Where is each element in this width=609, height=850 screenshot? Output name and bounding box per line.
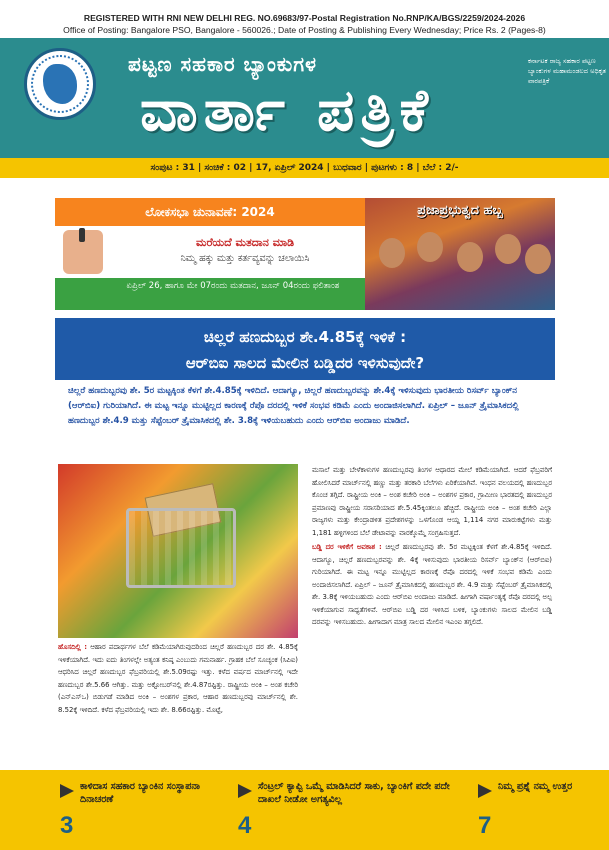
masthead-subtitle: ಪಟ್ಟಣ ಸಹಕಾರ ಬ್ಯಾಂಕುಗಳ — [128, 52, 317, 76]
registration-strip — [0, 0, 609, 38]
registration-line-2: Office of Posting: Bangalore PSO, Bangalore - 560026.; Date of Posting & Publishing Every Wednesday; Price Rs. 2 (Pages-8) — [63, 25, 546, 35]
article-paragraph: ಆಹಾರ ಪದಾರ್ಥಗಳ ಬೆಲೆ ಕಡಿಮೆಯಾಗಿರುವುದರಿಂದ ಚಿಲ್ಲರೆ ಹಣದುಬ್ಬರ ದರ ಶೇ. 4.85ಕ್ಕೆ ಇಳಿಕೆಯಾಗಿದೆ. ಇದು ಐದು ತಿಂಗಳಲ್ಲೇ ಅತ್ಯಂತ ಕನಿಷ್ಠ ಎಂಬುದು ಗಮನಾರ್ಹ. ಗ್ರಾಹಕ ಬೆಲೆ ಸೂಚ್ಯಂಕ (ಸಿಪಿಐ) ಆಧರಿಸಿದ ಚಿಲ್ಲರೆ ಹಣದುಬ್ಬರ ಫೆಬ್ರವರಿಯಲ್ಲಿ ಶೇ.5.09ರಷ್ಟು ಇತ್ತು. ಕಳೆದ ವರ್ಷದ ಮಾರ್ಚ್‌ನಲ್ಲಿ ಇದೇ ಹಣದುಬ್ಬರ ಶೇ.5.66 ಆಗಿತ್ತು. ಮತ್ತು ಅಕ್ಟೋಬರ್‌ನಲ್ಲಿ ಶೇ.4.87ರಷ್ಟಿತ್ತು. ರಾಷ್ಟ್ರೀಯ ಅಂಕಿ – ಅಂಶ ಕಚೇರಿ (ಎನ್‌ಎಸ್‌ಒ) ಬಿಡುಗಡೆ ಮಾಡಿದ ಅಂಕಿ – ಅಂಶಗಳ ಪ್ರಕಾರ, ಆಹಾರ ಹಣದುಬ್ಬರವು ಮಾರ್ಚ್‌ನಲ್ಲಿ ಶೇ. 8.52ಕ್ಕೆ ಇಳಿದಿದೆ. ಕಳೆದ ಫೆಬ್ರವರಿಯಲ್ಲಿ ಇದು ಶೇ. 8.66ರಷ್ಟಿತ್ತು. ಮೊಟ್ಟೆ, — [58, 643, 299, 714]
voters-photo-heading: ಪ್ರಜಾಪ್ರಭುತ್ವದ ಹಬ್ಬ — [417, 203, 503, 218]
article-paragraph: ಮಸಾಲೆ ಮತ್ತು ಬೇಳೆಕಾಳುಗಳ ಹಣದುಬ್ಬರವು ತಿಂಗಳ ಆಧಾರದ ಮೇಲೆ ಕಡಿಮೆಯಾಗಿದೆ. ಆದರೆ ಫೆಬ್ರವರಿಗೆ ಹೋಲಿಸಿದರೆ ಮಾರ್ಚ್‌ನಲ್ಲಿ ಹಣ್ಣು ಮತ್ತು ತರಕಾರಿ ಬೆಲೆಗಳು ಏರಿಕೆಯಾಗಿವೆ. ಇಂಧನ ವಲಯದಲ್ಲಿ ಹಣದುಬ್ಬರ ಕೊಂಚ ತಗ್ಗಿದೆ. ರಾಷ್ಟ್ರೀಯ ಅಂಕಿ – ಅಂಶ ಕಚೇರಿ ಅಂಕಿ – ಅಂಶಗಳ ಪ್ರಕಾರ, ಗ್ರಾಮೀಣ ಭಾರತದಲ್ಲಿ ಹಣದುಬ್ಬರ ಪ್ರಮಾಣವು ರಾಷ್ಟ್ರೀಯ ಸರಾಸರಿಯಾದ ಶೇ.5.45ಕ್ಕಿಂತಲೂ ಹೆಚ್ಚಿದೆ. ರಾಷ್ಟ್ರೀಯ ಅಂಕಿ – ಅಂಶ ಕಚೇರಿ ಎಲ್ಲಾ ರಾಜ್ಯಗಳು ಮತ್ತು ಕೇಂದ್ರಾಡಳಿತ ಪ್ರದೇಶಗಳನ್ನು ಒಳಗೊಂಡ ಆಯ್ದ 1,114 ನಗರ ಮಾರುಕಟ್ಟೆಗಳು ಮತ್ತು 1,181 ಹಳ್ಳಿಗಳಿಂದ ಬೆಲೆ ಡೇಟಾವನ್ನು ವಾರಕ್ಕೊಮ್ಮೆ ಸಂಗ್ರಹಿಸುತ್ತದೆ. — [312, 466, 552, 537]
voter-face-icon — [495, 234, 521, 264]
inside-pages-footer — [0, 770, 609, 850]
logo-ring-icon — [31, 55, 89, 113]
federation-logo — [24, 48, 96, 120]
masthead-title: ವಾರ್ತಾ ಪತ್ರಿಕೆ — [140, 76, 434, 144]
teaser-text: ಕಾಳಿದಾಸ ಸಹಕಾರ ಬ್ಯಾಂಕಿನ ಸಂಸ್ಥಾಪನಾ ದಿನಾಚರಣೆ — [80, 781, 200, 805]
election-heading: ಲೋಕಸಭಾ ಚುನಾವಣೆ: 2024 — [145, 205, 275, 219]
dateline: ಹೊಸದಿಲ್ಲಿ : — [58, 643, 87, 651]
voter-face-icon — [525, 244, 551, 274]
masthead — [0, 38, 609, 158]
rights-appeal: ನಿಮ್ಮ ಹಕ್ಕು ಮತ್ತು ಕರ್ತವ್ಯವನ್ನು ಚಲಾಯಿಸಿ — [180, 253, 310, 264]
headline-line-2: ಆರ್‌ಬಿಐ ಸಾಲದ ಮೇಲಿನ ಬಡ್ಡಿದರ ಇಳಿಸುವುದೇ? — [185, 354, 425, 372]
footer-teaser[interactable] — [478, 780, 598, 844]
masthead-side-text: ಕರ್ನಾಟಕ ರಾಜ್ಯ ಸಹಕಾರ ಪಟ್ಟಣ ಬ್ಯಾಂಕುಗಳ ಮಹಾಮಂಡಲದ ಅಧಿಕೃತ ವಾರಪತ್ರಿಕೆ — [528, 57, 606, 85]
footer-teaser[interactable] — [60, 780, 230, 844]
teaser-page-number: 7 — [478, 812, 492, 839]
ink-mark-icon — [79, 228, 85, 242]
subsection-heading: ಬಡ್ಡಿ ದರ ಇಳಿಕೆಗೆ ಅವಕಾಶ : — [312, 543, 382, 551]
teaser-text: ನಿಮ್ಮ ಪ್ರಶ್ನೆ ನಮ್ಮ ಉತ್ತರ — [498, 781, 573, 792]
voter-face-icon — [417, 232, 443, 262]
election-banner-flag — [55, 198, 365, 310]
shopping-cart-icon — [126, 508, 236, 588]
article-paragraph: ಚಿಲ್ಲರೆ ಹಣದುಬ್ಬರವು ಶೇ. 5ರ ಮಟ್ಟಕ್ಕಿಂತ ಕೆಳಗೆ ಶೇ.4.85ಕ್ಕೆ ಇಳಿದಿದೆ. ಆದಾಗ್ಯೂ, ಚಿಲ್ಲರೆ ಹಣದುಬ್ಬರವನ್ನು ಶೇ. 4ಕ್ಕೆ ಇಳಿಸುವುದು ಭಾರತೀಯ ರಿಸರ್ವ್ ಬ್ಯಾಂಕ್‌ನ (ಆರ್‌ಬಿಐ) ಗುರಿಯಾಗಿದೆ. ಈ ಮಟ್ಟ ಇನ್ನೂ ಮುಟ್ಟಿಲ್ಲದ ಕಾರಣಕ್ಕೆ ರೆಪೊ ದರದಲ್ಲಿ ಇಳಿಕೆ ಸಂಭವ ಕಡಿಮೆ ಎಂದು ಅಂದಾಜಿಸಲಾಗಿದೆ. ಏಪ್ರಿಲ್ – ಜೂನ್ ತ್ರೈಮಾಸಿಕದಲ್ಲಿ ಹಣದುಬ್ಬರ ಶೇ. 4.9 ಮತ್ತು ಸೆಪ್ಟೆಂಬರ್ ತ್ರೈಮಾಸಿಕದಲ್ಲಿ ಶೇ. 3.8ಕ್ಕೆ ಇಳಿಯಬಹುದು ಎಂದು ಆರ್‌ಬಿಐ ಅಂದಾಜು ಮಾಡಿದೆ. ಹೀಗಾಗಿ ವರ್ಷಾಂತ್ಯಕ್ಕೆ ರೆಪೊ ದರದಲ್ಲಿ ಅಲ್ಪ ಇಳಿಕೆಯಾಗುವ ಸಾಧ್ಯತೆಗಳಿವೆ. ಆರ್‌ಬಿಐ ಬಡ್ಡಿ ದರ ಇಳಿಸಿದ ಬಳಿಕ, ಬ್ಯಾಂಕುಗಳು ಸಾಲದ ಮೇಲಿನ ಬಡ್ಡಿ ದರವನ್ನು ಇಳಿಸಬಹುದು. ಹೀಗಾದಾಗ ಮಾತ್ರ ಸಾಲದ ಮೇಲಿನ ಇಎಂಐ ತಗ್ಗಲಿದೆ. — [312, 543, 552, 626]
issue-info-bar: ಸಂಪುಟ : 31 | ಸಂಚಿಕೆ : 02 | 17, ಏಪ್ರಿಲ್ 2024 | ಬುಧವಾರ | ಪುಟಗಳು : 8 | ಬೆಲೆ : 2/- — [0, 158, 609, 178]
article-column-right — [312, 464, 552, 629]
arrow-right-icon — [60, 784, 74, 798]
arrow-right-icon — [238, 784, 252, 798]
article-column-left — [58, 641, 298, 716]
vote-appeal: ಮರೆಯದೆ ಮತದಾನ ಮಾಡಿ — [195, 236, 295, 249]
teaser-page-number: 4 — [238, 812, 252, 839]
teaser-text: ಸೆಂಟ್ರಲ್ ಕ್ಯಾಪ್ಟಿ ಒಮ್ಮೆ ಮಾಡಿಸಿದರೆ ಸಾಕು, ಬ್ಯಾಂಕಿಗೆ ಪದೇ ಪದೇ ದಾಖಲೆ ನೀಡೋ ಅಗತ್ಯವಿಲ್ಲ — [258, 781, 450, 805]
voters-photo — [365, 198, 555, 310]
voter-face-icon — [379, 238, 405, 268]
lead-paragraph: ಚಿಲ್ಲರೆ ಹಣದುಬ್ಬರವು ಶೇ. 5ರ ಮಟ್ಟಕ್ಕಿಂತ ಕೆಳಗೆ ಶೇ.4.85ಕ್ಕೆ ಇಳಿದಿದೆ. ಆದಾಗ್ಯೂ, ಚಿಲ್ಲರೆ ಹಣದುಬ್ಬರವನ್ನು ಶೇ.4ಕ್ಕೆ ಇಳಿಸುವುದು ಭಾರತೀಯ ರಿಸರ್ವ್ ಬ್ಯಾಂಕ್‌ನ (ಆರ್‌ಬಿಐ) ಗುರಿಯಾಗಿದೆ. ಈ ಮಟ್ಟ ಇನ್ನೂ ಮುಟ್ಟಿಲ್ಲದ ಕಾರಣಕ್ಕೆ ರೆಪೊ ದರದಲ್ಲಿ ಇಳಿಕೆ ಸಂಭವ ಕಡಿಮೆ ಎಂದು ಅಂದಾಜಿಸಲಾಗಿದೆ. ಏಪ್ರಿಲ್ – ಜೂನ್ ತ್ರೈಮಾಸಿಕದಲ್ಲಿ ಹಣದುಬ್ಬರ ಶೇ.4.9 ಮತ್ತು ಸೆಪ್ಟೆಂಬರ್ ತ್ರೈಮಾಸಿಕದಲ್ಲಿ ಶೇ. 3.8ಕ್ಕೆ ಇಳಿಯಬಹುದು ಎಂದು ಆರ್‌ಬಿಐ ಅಂದಾಜು ಮಾಡಿದೆ. — [68, 386, 519, 426]
election-banner — [55, 198, 555, 310]
registration-line-1: REGISTERED WITH RNI NEW DELHI REG. NO.69683/97-Postal Registration No.RNP/KA/BGS/2259/2024-2026 — [83, 13, 526, 23]
headline-line-1: ಚಿಲ್ಲರೆ ಹಣದುಬ್ಬರ ಶೇ.4.85ಕ್ಕೆ ಇಳಿಕೆ : — [203, 328, 407, 346]
main-headline — [55, 318, 555, 380]
vegetables-cart-photo — [58, 464, 298, 638]
teaser-page-number: 3 — [60, 812, 74, 839]
voter-face-icon — [457, 242, 483, 272]
arrow-right-icon — [478, 784, 492, 798]
article-subsection — [312, 541, 552, 629]
footer-teaser[interactable] — [238, 780, 468, 844]
election-dates: ಏಪ್ರಿಲ್ 26, ಹಾಗೂ ಮೇ 07ರಂದು ಮತದಾನ, ಜೂನ್ 04ರಂದು ಫಲಿತಾಂಶ — [126, 281, 340, 291]
